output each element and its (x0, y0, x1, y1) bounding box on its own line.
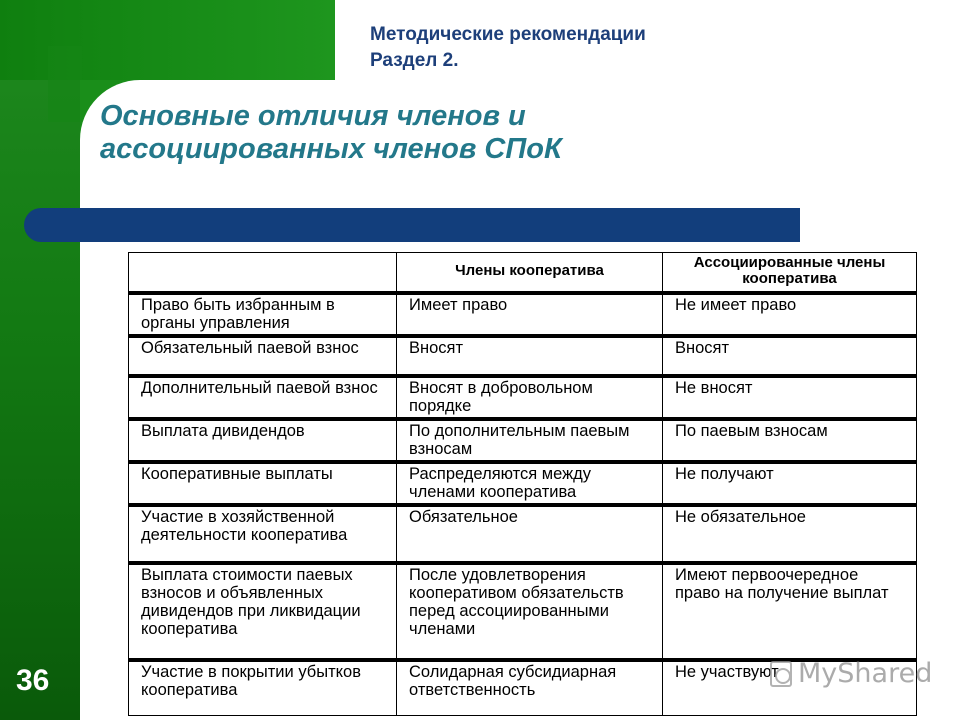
table-cell: Имеет право (397, 293, 663, 336)
table-cell: По паевым взносам (663, 419, 917, 462)
table-cell: Кооперативные выплаты (129, 462, 397, 505)
watermark (770, 658, 932, 689)
table-row (129, 462, 917, 505)
table-cell: Вносят в добровольном порядке (397, 376, 663, 419)
comparison-table (128, 252, 917, 716)
slide-title (100, 100, 840, 166)
decorative-square (48, 46, 82, 122)
table-header-cell: Члены кооператива (397, 253, 663, 293)
table-row (129, 563, 917, 660)
table-header-cell (129, 253, 397, 293)
table-cell: Имеют первоочередное право на получение выплат (663, 563, 917, 660)
table-cell: Обязательный паевой взнос (129, 336, 397, 376)
table-cell: Участие в хозяйственной деятельности кооператива (129, 505, 397, 563)
table-cell: Распределяются между членами кооператива (397, 462, 663, 505)
table-cell: Вносят (663, 336, 917, 376)
table-cell: Выплата стоимости паевых взносов и объявленных дивидендов при ликвидации кооператива (129, 563, 397, 660)
title-line-2: ассоциированных членов СПоК (100, 133, 562, 165)
table-row (129, 336, 917, 376)
slide-header (370, 22, 646, 74)
header-line-1: Методические рекомендации (370, 24, 646, 45)
table-cell: Не обязательное (663, 505, 917, 563)
watermark-text: MyShared (798, 658, 933, 689)
table-row (129, 505, 917, 563)
table-cell: Не имеет право (663, 293, 917, 336)
table-cell: Дополнительный паевой взнос (129, 376, 397, 419)
table-cell: Участие в покрытии убытков кооператива (129, 660, 397, 716)
header-line-2: Раздел 2. (370, 50, 459, 71)
title-line-1: Основные отличия членов и (100, 100, 526, 132)
table-cell: Вносят (397, 336, 663, 376)
table-cell: Не вносят (663, 376, 917, 419)
table-cell: Не участвуют (663, 660, 917, 716)
title-underline-bar (24, 208, 800, 242)
table-row (129, 293, 917, 336)
table-header-cell: Ассоциированные члены кооператива (663, 253, 917, 293)
table-cell: Солидарная субсидиарная ответственность (397, 660, 663, 716)
table-row (129, 376, 917, 419)
table-cell: Обязательное (397, 505, 663, 563)
table-header-row (129, 253, 917, 293)
table-row (129, 419, 917, 462)
table-cell: Не получают (663, 462, 917, 505)
watermark-logo-icon (770, 661, 792, 687)
table-cell: Право быть избранным в органы управления (129, 293, 397, 336)
table-cell: Выплата дивидендов (129, 419, 397, 462)
table-cell: После удовлетворения кооперативом обязательств перед ассоциированными членами (397, 563, 663, 660)
page-number: 36 (16, 664, 50, 697)
table-cell: По дополнительным паевым взносам (397, 419, 663, 462)
